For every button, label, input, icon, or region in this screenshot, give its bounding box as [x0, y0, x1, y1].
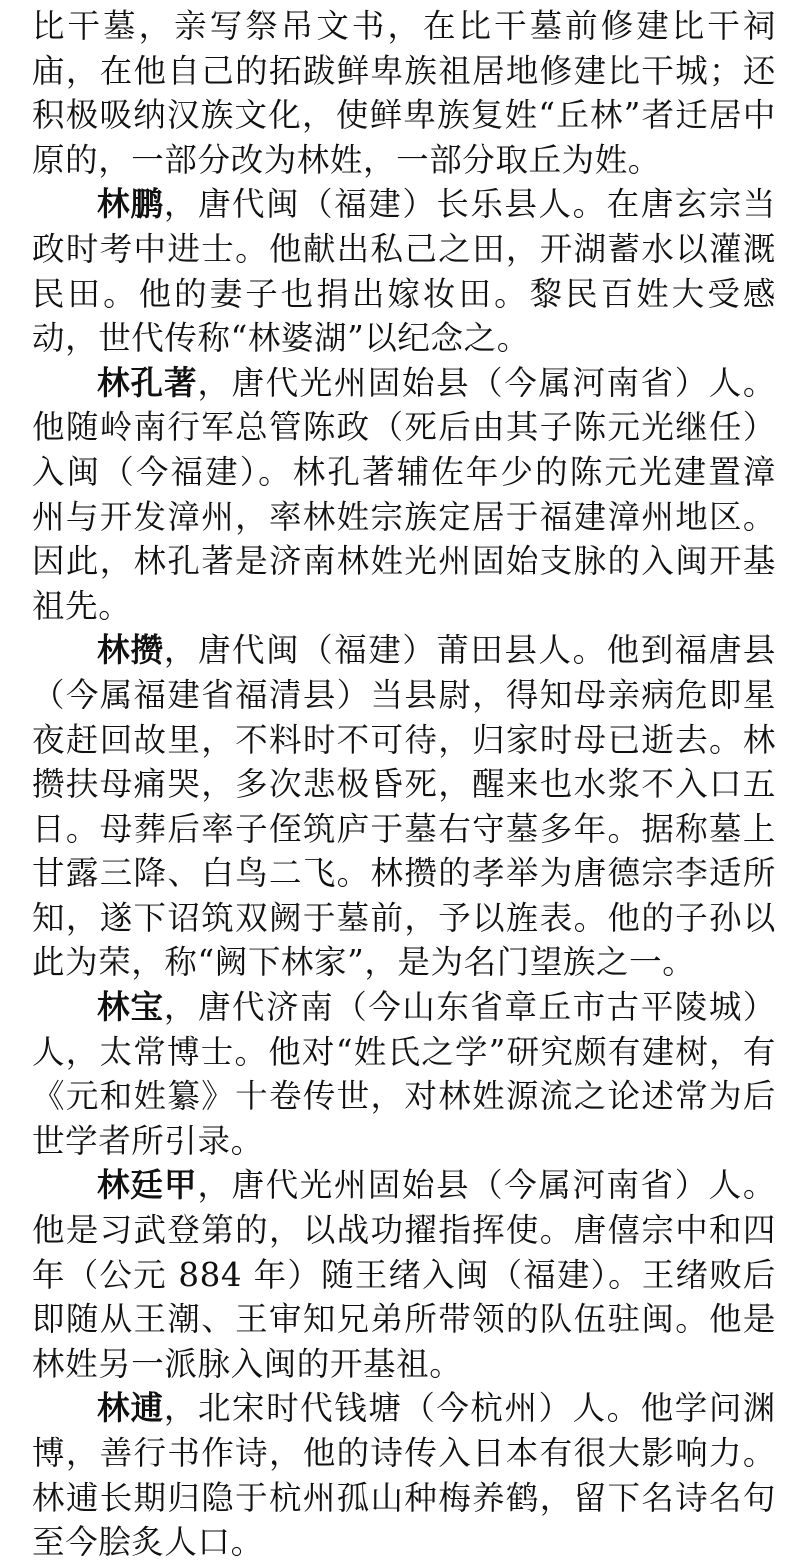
bio-name: 林鹏 — [97, 185, 164, 224]
bio-text: ，唐代光州固始县（今属河南省）人。他是习武登第的，以战功擢指挥使。唐僖宗中和四年（公元 884 年）随王绪入闽（福建）。王绪败后即随从王潮、王审知兄弟所带领的队伍驻闽。他是林姓另一派脉入闽的开基祖。 — [32, 1166, 776, 1383]
bio-name: 林宝 — [97, 988, 164, 1027]
bio-text: ，北宋时代钱塘（今杭州）人。他学问渊博，善行书作诗，他的诗传入日本有很大影响力。林逋长期归隐于杭州孤山种梅养鹤，留下名诗名句至今脍炙人口。 — [32, 1389, 776, 1562]
bio-name: 林廷甲 — [97, 1166, 198, 1205]
bio-name: 林孔著 — [97, 363, 198, 402]
intro-paragraph: 比干墓，亲写祭吊文书，在比干墓前修建比干祠庙，在他自己的拓跋鲜卑族祖居地修建比干城；还积极吸纳汉族文化，使鲜卑族复姓“丘林”者迁居中原的，一部分改为林姓，一部分取丘为姓。 — [32, 7, 776, 179]
bio-name: 林攒 — [97, 631, 164, 670]
bio-text: ，唐代闽（福建）长乐县人。在唐玄宗当政时考中进士。他献出私己之田，开湖蓄水以灌溉民田。他的妻子也捐出嫁妆田。黎民百姓大受感动，世代传称“林婆湖”以纪念之。 — [32, 185, 776, 358]
bio-text: ，唐代闽（福建）莆田县人。他到福唐县（今属福建省福清县）当县尉，得知母亲病危即星夜赶回故里，不料时不可待，归家时母已逝去。林攒扶母痛哭，多次悲极昏死，醒来也水浆不入口五日。母葬后率子侄筑庐于墓右守墓多年。据称墓上甘露三降、白鸟二飞。林攒的孝举为唐德宗李适所知，遂下诏筑双阙于墓前，予以旌表。他的子孙以此为荣，称“阙下林家”，是为名门望族之一。 — [32, 631, 776, 982]
bio-paragraph-lin-peng — [32, 182, 776, 360]
bio-name: 林逋 — [97, 1389, 164, 1428]
bio-paragraph-lin-tingjia — [32, 1163, 776, 1386]
document-body — [32, 4, 776, 1565]
bio-paragraph-lin-bu — [32, 1386, 776, 1564]
bio-text: ，唐代济南（今山东省章丘市古平陵城）人，太常博士。他对“姓氏之学”研究颇有建树，有《元和姓纂》十卷传世，对林姓源流之论述常为后世学者所引录。 — [32, 988, 776, 1160]
bio-text: ，唐代光州固始县（今属河南省）人。他随岭南行军总管陈政（死后由其子陈元光继任）入闽（今福建）。林孔著辅佐年少的陈元光建置漳州与开发漳州，率林姓宗族定居于福建漳州地区。因此，林孔著是济南林姓光州固始支脉的入闽开基祖先。 — [32, 363, 776, 625]
bio-paragraph-lin-bao — [32, 985, 776, 1163]
bio-paragraph-lin-kongzhu — [32, 361, 776, 629]
bio-paragraph-lin-zan — [32, 628, 776, 985]
